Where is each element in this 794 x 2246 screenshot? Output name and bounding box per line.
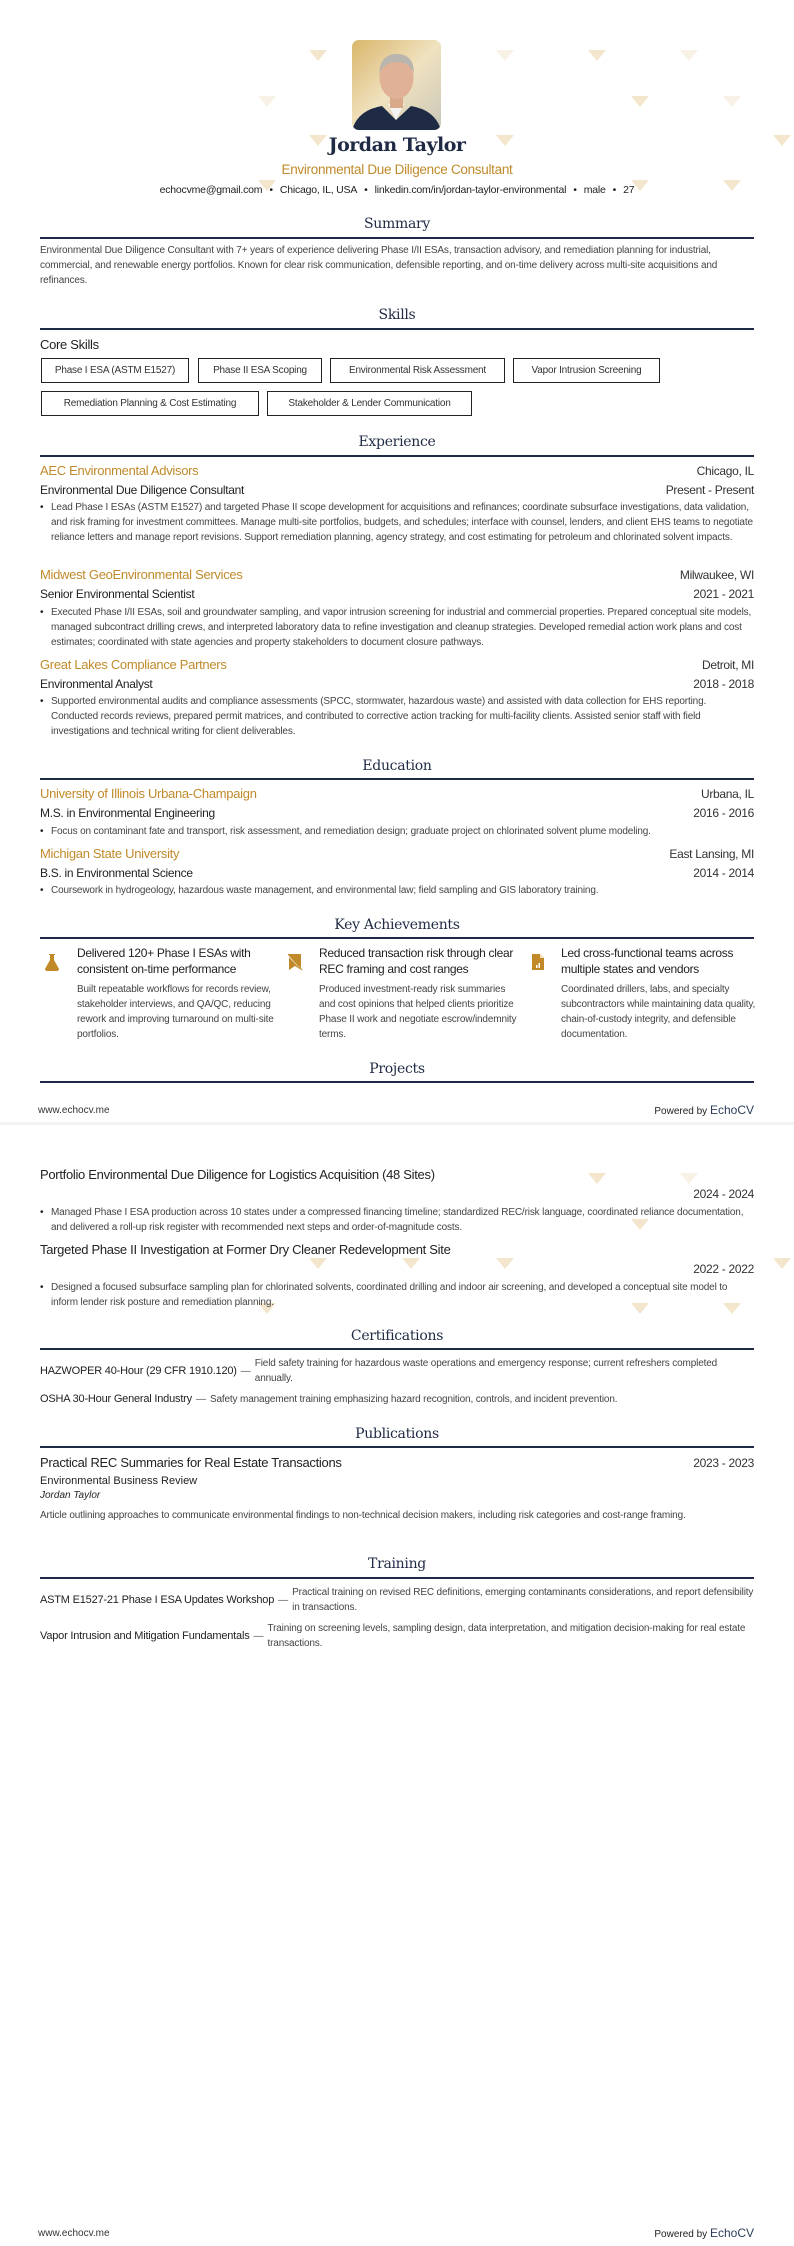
experience-header <box>40 657 754 672</box>
flask-icon <box>44 953 60 971</box>
skill-chip: Stakeholder & Lender Communication <box>267 391 472 416</box>
job-location: Detroit, MI <box>701 658 754 672</box>
company-name: Midwest GeoEnvironmental Services <box>40 567 243 582</box>
experience-header <box>40 463 754 478</box>
project-dates: 2024 - 2024 <box>693 1187 754 1201</box>
certification-desc: Field safety training for hazardous waste operations and emergency response; current refreshers completed annually. <box>254 1358 718 1384</box>
publication-dates: 2023 - 2023 <box>693 1456 754 1470</box>
training-item: Vapor Intrusion and Mitigation Fundamentals — Training on screening levels, sampling design, data interpretation, and mitigation decision-making for real estate transactions. <box>40 1621 754 1651</box>
certification-name: OSHA 30-Hour General Industry <box>40 1393 192 1405</box>
brand-logo[interactable]: EchoCV <box>709 1103 754 1117</box>
decorative-triangle <box>588 1173 606 1184</box>
job-dates: Present - Present <box>665 483 754 497</box>
decorative-triangle <box>309 50 327 61</box>
education-subheader <box>40 866 754 880</box>
contact-linkedin[interactable]: linkedin.com/in/jordan-taylor-environmental <box>374 184 567 196</box>
training-name: Vapor Intrusion and Mitigation Fundamentals <box>40 1629 250 1642</box>
section-divider <box>40 328 754 330</box>
section-heading-projects: Projects <box>369 1061 425 1077</box>
achievement-desc: Coordinated drillers, labs, and specialty subcontractors while maintaining data quality, chain-of-custody integrity, and defensible documentation. <box>561 984 756 1040</box>
job-role: Senior Environmental Scientist <box>40 587 195 601</box>
company-name: Great Lakes Compliance Partners <box>40 657 227 672</box>
decorative-triangle <box>773 1258 791 1269</box>
job-dates: 2021 - 2021 <box>693 587 754 601</box>
resume-page-2 <box>0 1125 794 2246</box>
section-heading-publications: Publications <box>355 1426 439 1442</box>
certification-item: OSHA 30-Hour General Industry — Safety management training emphasizing hazard recognition, controls, and incident prevention. <box>40 1393 618 1405</box>
footer-powered-by <box>654 2226 754 2240</box>
job-bullet: • Supported environmental audits and compliance assessments (SPCC, stormwater, hazardous waste) and assisted with data collection for EHS reporting. Conducted records reviews, prepared permit matrices, and contributed to corrective action tracking for multi-facility clients. Assisted senior staff with field investigations and technical writing for client deliverables. <box>40 694 754 739</box>
achievement-title: Led cross-functional teams across multiple states and vendors <box>561 946 734 976</box>
achievement-title: Reduced transaction risk through clear REC framing and cost ranges <box>319 946 514 976</box>
publication-header <box>40 1455 754 1470</box>
section-heading-certifications: Certifications <box>350 1328 444 1344</box>
achievement-title: Delivered 120+ Phase I ESAs with consistent on-time performance <box>77 946 251 976</box>
decorative-triangle <box>309 1258 327 1269</box>
section-divider <box>40 1446 754 1448</box>
project-bullet: • Managed Phase I ESA production across 10 states under a compressed financing timeline; standardized REC/risk language, coordinated reliance documentation, and delivered a roll-up risk register with recommended next steps and order-of-magnitude costs. <box>40 1205 754 1235</box>
decorative-triangle <box>496 50 514 61</box>
contact-age: 27 <box>623 184 635 196</box>
education-bullet: • Focus on contaminant fate and transport, risk assessment, and remediation design; graduate project on chlorinated solvent plume modeling. <box>40 824 754 839</box>
contact-email[interactable]: echocvme@gmail.com <box>159 184 263 196</box>
section-heading-skills: Skills <box>378 307 416 323</box>
candidate-name: Jordan Taylor <box>328 134 466 156</box>
decorative-triangle <box>631 96 649 107</box>
section-heading-education: Education <box>362 758 432 774</box>
project-bullet: • Designed a focused subsurface sampling plan for chlorinated solvents, coordinated drilling and indoor air screening, and developed a conceptual site model to inform lender risk posture and remediation planning. <box>40 1280 754 1310</box>
section-divider <box>40 1348 754 1350</box>
profile-photo <box>352 40 441 130</box>
achievement-desc: Built repeatable workflows for records review, stakeholder interviews, and QA/QC, reducing rework and improving turnaround on multi-site portfolios. <box>77 984 274 1040</box>
resume-page-1 <box>0 0 794 1122</box>
training-desc: Practical training on revised REC definitions, emerging contaminants considerations, and report defensibility in transactions. <box>292 1587 754 1613</box>
decorative-triangle <box>402 1258 420 1269</box>
company-name: AEC Environmental Advisors <box>40 463 199 478</box>
job-bullet: • Executed Phase I/II ESAs, soil and groundwater sampling, and vapor intrusion screening for industrial and commercial properties. Prepared conceptual site models, managed subcontract drilling crews, and interpreted laboratory data to refine investigation and cleanup strategies. Developed remedial action work plans and cost estimates; coordinated with state agencies and property stakeholders to document closure pathways. <box>40 605 754 650</box>
experience-subheader <box>40 677 754 691</box>
education-subheader <box>40 806 754 820</box>
achievement-desc: Produced investment-ready risk summaries and cost opinions that helped clients prioritize Phase II work and negotiate escrow/indemnity terms. <box>319 984 517 1040</box>
education-dates: 2016 - 2016 <box>693 806 754 820</box>
education-dates: 2014 - 2014 <box>693 866 754 880</box>
contact-location: Chicago, IL, USA <box>279 184 358 196</box>
contact-info: echocvme@gmail.com • Chicago, IL, USA • linkedin.com/in/jordan-taylor-environmental • male • 27 <box>159 184 635 196</box>
section-divider <box>40 1577 754 1579</box>
section-divider <box>40 778 754 780</box>
school-name: University of Illinois Urbana-Champaign <box>40 786 257 801</box>
decorative-triangle <box>723 96 741 107</box>
section-heading-training: Training <box>368 1556 426 1572</box>
skill-chip: Phase I ESA (ASTM E1527) <box>41 358 189 383</box>
section-divider <box>40 237 754 239</box>
training-name: ASTM E1527-21 Phase I ESA Updates Workshop <box>40 1593 275 1606</box>
project-dates: 2022 - 2022 <box>693 1262 754 1276</box>
certification-item: HAZWOPER 40-Hour (29 CFR 1910.120) — Field safety training for hazardous waste operations and emergency response; current refreshers completed annually. <box>40 1356 754 1386</box>
decorative-triangle <box>258 96 276 107</box>
publication-desc: Article outlining approaches to communicate environmental findings to non-technical decision makers, including risk categories and cost-range framing. <box>40 1510 686 1521</box>
degree: M.S. in Environmental Engineering <box>40 806 215 820</box>
education-header <box>40 786 754 801</box>
experience-header <box>40 567 754 582</box>
brand-logo[interactable]: EchoCV <box>709 2226 754 2240</box>
footer-url[interactable]: www.echocv.me <box>38 2228 110 2239</box>
skill-chip: Vapor Intrusion Screening <box>513 358 660 383</box>
school-location: Urbana, IL <box>700 787 754 801</box>
decorative-triangle <box>680 50 698 61</box>
training-desc: Training on screening levels, sampling design, data interpretation, and mitigation decision-making for real estate transactions. <box>267 1623 746 1649</box>
decorative-triangle <box>680 1173 698 1184</box>
section-heading-experience: Experience <box>358 434 436 450</box>
job-location: Chicago, IL <box>696 464 754 478</box>
school-name: Michigan State University <box>40 846 180 861</box>
education-bullet: • Coursework in hydrogeology, hazardous waste management, and environmental law; field sampling and GIS laboratory training. <box>40 883 754 898</box>
summary-text: Environmental Due Diligence Consultant with 7+ years of experience delivering Phase I/II ESAs, transaction advisory, and remediation planning for industrial, commercial, and renewable energy portfolios. Known for clear risk communication, defensible reporting, and on-time delivery across multi-site acquisitions and refinances. <box>40 245 718 286</box>
contact-gender: male <box>583 184 606 196</box>
skill-chip: Environmental Risk Assessment <box>330 358 505 383</box>
school-location: East Lansing, MI <box>669 847 754 861</box>
skill-chip: Remediation Planning & Cost Estimating <box>41 391 259 416</box>
education-header <box>40 846 754 861</box>
candidate-title: Environmental Due Diligence Consultant <box>281 162 513 177</box>
certification-desc: Safety management training emphasizing hazard recognition, controls, and incident prevention. <box>209 1394 618 1405</box>
job-dates: 2018 - 2018 <box>693 677 754 691</box>
file-chart-icon <box>530 953 546 971</box>
publication-title: Practical REC Summaries for Real Estate Transactions <box>40 1455 342 1470</box>
training-item: ASTM E1527-21 Phase I ESA Updates Workshop — Practical training on revised REC definitions, emerging contaminants considerations, and report defensibility in transactions. <box>40 1587 754 1613</box>
job-role: Environmental Analyst <box>40 677 153 691</box>
publication-venue: Environmental Business Review <box>40 1475 198 1487</box>
certification-name: HAZWOPER 40-Hour (29 CFR 1910.120) <box>40 1364 237 1377</box>
publication-author: Jordan Taylor <box>40 1490 101 1501</box>
skill-chip: Phase II ESA Scoping <box>198 358 322 383</box>
job-location: Milwaukee, WI <box>679 568 754 582</box>
degree: B.S. in Environmental Science <box>40 866 193 880</box>
bookmark-slash-icon <box>287 953 303 971</box>
project-title: Targeted Phase II Investigation at Former Dry Cleaner Redevelopment Site <box>40 1242 451 1257</box>
section-divider <box>40 1081 754 1083</box>
job-role: Environmental Due Diligence Consultant <box>40 483 245 497</box>
footer-powered-by <box>654 1103 754 1117</box>
section-divider <box>40 937 754 939</box>
skills-group-label: Core Skills <box>40 337 99 352</box>
powered-by-label: Powered by <box>654 1106 708 1117</box>
footer-url[interactable]: www.echocv.me <box>38 1105 110 1116</box>
section-heading-achievements: Key Achievements <box>334 917 460 933</box>
experience-subheader <box>40 587 754 601</box>
decorative-triangle <box>588 50 606 61</box>
decorative-triangle <box>496 1258 514 1269</box>
section-divider <box>40 455 754 457</box>
job-bullet: • Lead Phase I ESAs (ASTM E1527) and targeted Phase II scope development for acquisitions and refinances; coordinate subsurface investigations, data validation, and risk framing for investment committees. Manage multi-site portfolios, budgets, and schedules; interface with counsel, lenders, and client EHS teams to negotiate reliance letters and manage report revisions. Support remediation planning, agency strategy, and cost estimating for petroleum and chlorinated solvent impacts. <box>40 500 754 545</box>
experience-subheader <box>40 483 754 497</box>
section-heading-summary: Summary <box>363 216 430 232</box>
project-title: Portfolio Environmental Due Diligence for Logistics Acquisition (48 Sites) <box>40 1167 435 1182</box>
powered-by-label: Powered by <box>654 2229 708 2240</box>
